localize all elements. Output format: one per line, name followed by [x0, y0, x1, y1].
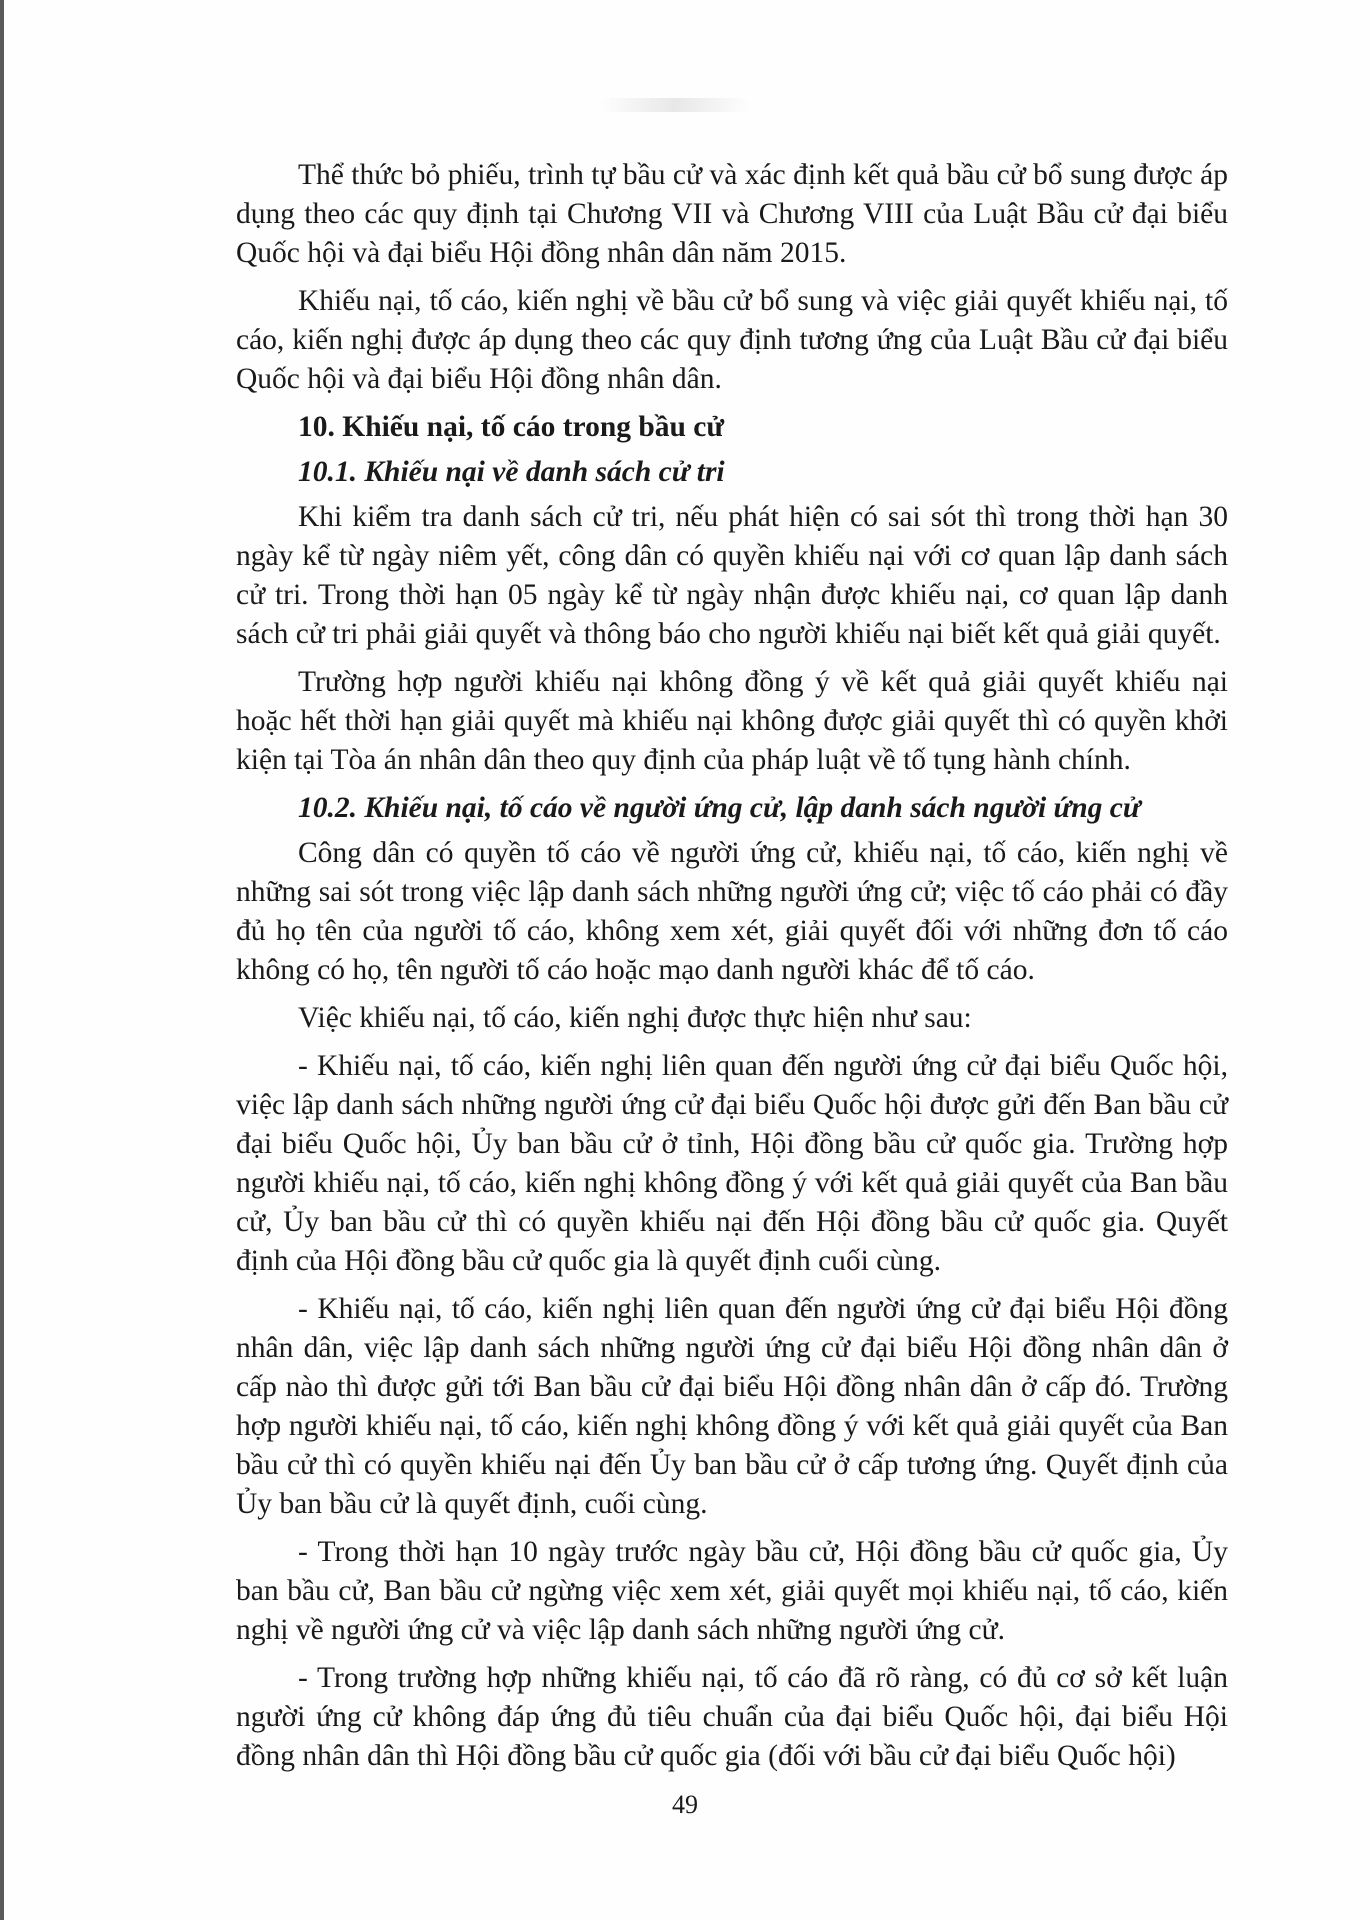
scan-artifact — [600, 98, 750, 112]
subsection-heading: 10.1. Khiếu nại về danh sách cử tri — [298, 456, 725, 488]
list-item: - Khiếu nại, tố cáo, kiến nghị liên quan đến người ứng cử đại biểu Quốc hội, việc lập danh sách những người ứng cử đại biểu Quốc hội được gửi đến Ban bầu cử đại biểu Quốc hội, Ủy ban bầu cử ở tỉnh, Hội đồng bầu cử quốc gia. Trường hợp người khiếu nại, tố cáo, kiến nghị không đồng ý với kết quả giải quyết của Ban bầu cử, Ủy ban bầu cử thì có quyền khiếu nại đến Hội đồng bầu cử quốc gia. Quyết định của Hội đồng bầu cử quốc gia là quyết định cuối cùng. — [236, 1050, 1228, 1277]
paragraph: Công dân có quyền tố cáo về người ứng cử, khiếu nại, tố cáo, kiến nghị về những sai sót trong việc lập danh sách những người ứng cử; việc tố cáo phải có đầy đủ họ tên của người tố cáo, không xem xét, giải quyết đối với những đơn tố cáo không có họ, tên người tố cáo hoặc mạo danh người khác để tố cáo. — [236, 837, 1228, 986]
paragraph: Khi kiểm tra danh sách cử tri, nếu phát hiện có sai sót thì trong thời hạn 30 ngày kể từ ngày niêm yết, công dân có quyền khiếu nại với cơ quan lập danh sách cử tri. Trong thời hạn 05 ngày kể từ ngày nhận được khiếu nại, cơ quan lập danh sách cử tri phải giải quyết và thông báo cho người khiếu nại biết kết quả giải quyết. — [236, 501, 1228, 650]
paragraph: Trường hợp người khiếu nại không đồng ý về kết quả giải quyết khiếu nại hoặc hết thời hạn giải quyết mà khiếu nại không được giải quyết thì có quyền khởi kiện tại Tòa án nhân dân theo quy định của pháp luật về tố tụng hành chính. — [236, 666, 1228, 776]
scan-edge — [0, 0, 4, 1920]
list-item: - Khiếu nại, tố cáo, kiến nghị liên quan đến người ứng cử đại biểu Hội đồng nhân dân, việc lập danh sách những người ứng cử đại biểu Hội đồng nhân dân ở cấp nào thì được gửi tới Ban bầu cử đại biểu Hội đồng nhân dân ở cấp đó. Trường hợp người khiếu nại, tố cáo, kiến nghị không đồng ý với kết quả giải quyết của Ban bầu cử thì có quyền khiếu nại đến Ủy ban bầu cử ở cấp tương ứng. Quyết định của Ủy ban bầu cử là quyết định, cuối cùng. — [236, 1293, 1228, 1520]
paragraph: Thể thức bỏ phiếu, trình tự bầu cử và xác định kết quả bầu cử bổ sung được áp dụng theo các quy định tại Chương VII và Chương VIII của Luật Bầu cử đại biểu Quốc hội và đại biểu Hội đồng nhân dân năm 2015. — [236, 159, 1228, 269]
paragraph: Khiếu nại, tố cáo, kiến nghị về bầu cử bổ sung và việc giải quyết khiếu nại, tố cáo, kiến nghị được áp dụng theo các quy định tương ứng của Luật Bầu cử đại biểu Quốc hội và đại biểu Hội đồng nhân dân. — [236, 285, 1228, 395]
paragraph: Việc khiếu nại, tố cáo, kiến nghị được thực hiện như sau: — [298, 1002, 972, 1034]
document-body — [236, 156, 1228, 1785]
list-item: - Trong thời hạn 10 ngày trước ngày bầu cử, Hội đồng bầu cử quốc gia, Ủy ban bầu cử, Ban bầu cử ngừng việc xem xét, giải quyết mọi khiếu nại, tố cáo, kiến nghị về người ứng cử và việc lập danh sách những người ứng cử. — [236, 1536, 1228, 1646]
page-number: 49 — [672, 1790, 698, 1819]
list-item: - Trong trường hợp những khiếu nại, tố cáo đã rõ ràng, có đủ cơ sở kết luận người ứng cử không đáp ứng đủ tiêu chuẩn của đại biểu Quốc hội, đại biểu Hội đồng nhân dân thì Hội đồng bầu cử quốc gia (đối với bầu cử đại biểu Quốc hội) — [236, 1662, 1228, 1772]
section-heading: 10. Khiếu nại, tố cáo trong bầu cử — [298, 411, 725, 443]
subsection-heading: 10.2. Khiếu nại, tố cáo về người ứng cử, lập danh sách người ứng cử — [298, 792, 1141, 824]
